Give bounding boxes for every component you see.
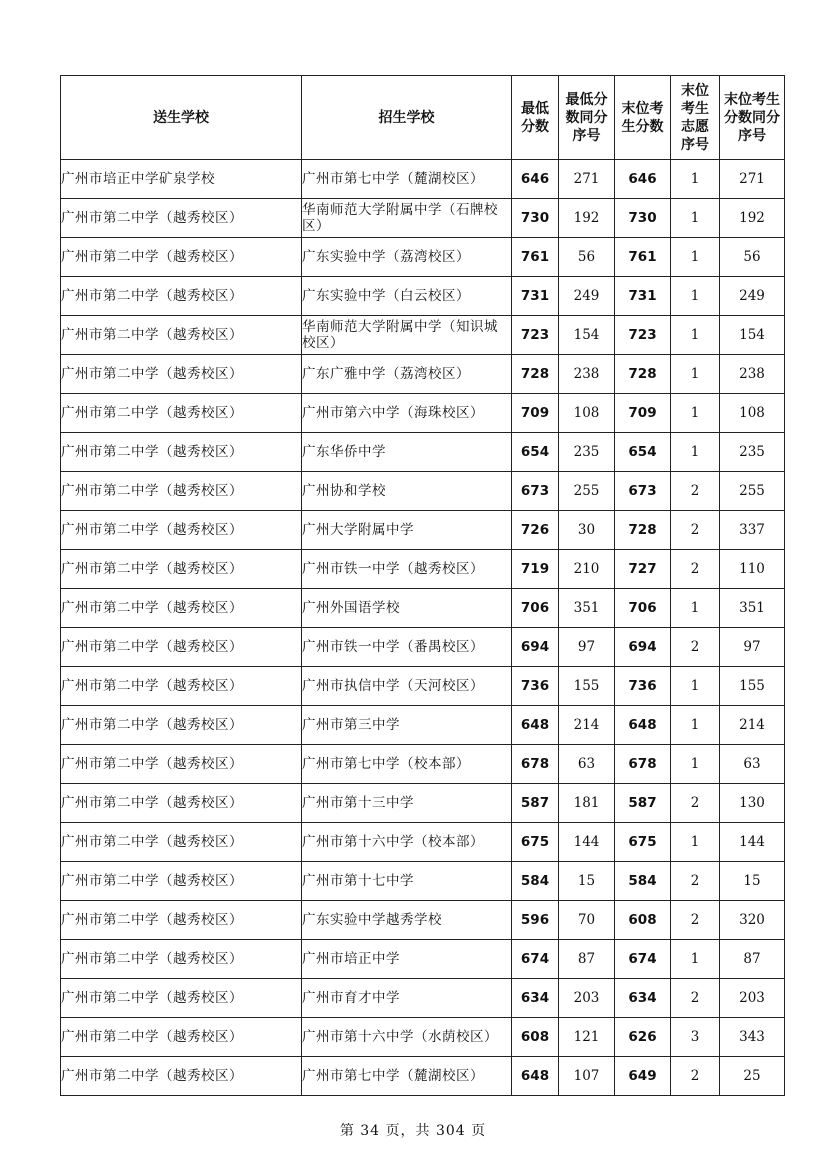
cell-recruit-school: 广州市第七中学（校本部） (302, 745, 512, 784)
cell-last-same-rank: 63 (720, 745, 785, 784)
cell-min-score: 634 (512, 979, 559, 1018)
cell-recruit-school: 广州市第十六中学（水荫校区） (302, 1018, 512, 1057)
cell-choice-rank: 2 (671, 979, 720, 1018)
table-row (61, 589, 785, 628)
cell-min-same-rank: 181 (559, 784, 615, 823)
cell-choice-rank: 1 (671, 199, 720, 238)
cell-recruit-school: 广州市铁一中学（番禺校区） (302, 628, 512, 667)
cell-min-score: 730 (512, 199, 559, 238)
cell-choice-rank: 2 (671, 550, 720, 589)
cell-recruit-school: 广州市育才中学 (302, 979, 512, 1018)
cell-last-score: 587 (615, 784, 671, 823)
cell-min-score: 654 (512, 433, 559, 472)
cell-sender-school: 广州市第二中学（越秀校区） (61, 199, 302, 238)
cell-min-score: 648 (512, 1057, 559, 1096)
cell-sender-school: 广州市第二中学（越秀校区） (61, 784, 302, 823)
table-row (61, 394, 785, 433)
cell-recruit-school: 华南师范大学附属中学（知识城校区） (302, 316, 512, 355)
cell-choice-rank: 2 (671, 1057, 720, 1096)
cell-min-same-rank: 107 (559, 1057, 615, 1096)
cell-min-score: 673 (512, 472, 559, 511)
cell-min-same-rank: 97 (559, 628, 615, 667)
cell-last-score: 648 (615, 706, 671, 745)
cell-last-score: 728 (615, 511, 671, 550)
cell-last-score: 674 (615, 940, 671, 979)
cell-min-same-rank: 56 (559, 238, 615, 277)
cell-min-score: 608 (512, 1018, 559, 1057)
cell-min-same-rank: 87 (559, 940, 615, 979)
cell-recruit-school: 广州市第十七中学 (302, 862, 512, 901)
cell-last-score: 706 (615, 589, 671, 628)
table-row (61, 238, 785, 277)
cell-sender-school: 广州市第二中学（越秀校区） (61, 394, 302, 433)
cell-sender-school: 广州市第二中学（越秀校区） (61, 862, 302, 901)
cell-choice-rank: 2 (671, 472, 720, 511)
header-last-same-rank: 末位考生 分数同分 序号 (720, 76, 785, 160)
cell-sender-school: 广州市第二中学（越秀校区） (61, 355, 302, 394)
cell-sender-school: 广州市第二中学（越秀校区） (61, 316, 302, 355)
table-header-row (61, 76, 785, 160)
cell-sender-school: 广州市第二中学（越秀校区） (61, 940, 302, 979)
cell-last-same-rank: 154 (720, 316, 785, 355)
cell-last-same-rank: 144 (720, 823, 785, 862)
cell-min-same-rank: 238 (559, 355, 615, 394)
cell-choice-rank: 1 (671, 823, 720, 862)
cell-min-score: 723 (512, 316, 559, 355)
cell-sender-school: 广州市第二中学（越秀校区） (61, 1057, 302, 1096)
cell-min-same-rank: 214 (559, 706, 615, 745)
cell-min-score: 678 (512, 745, 559, 784)
cell-last-score: 646 (615, 160, 671, 199)
cell-last-score: 727 (615, 550, 671, 589)
cell-last-score: 634 (615, 979, 671, 1018)
table-row (61, 550, 785, 589)
cell-min-same-rank: 249 (559, 277, 615, 316)
cell-last-score: 728 (615, 355, 671, 394)
table-row (61, 160, 785, 199)
table-row (61, 784, 785, 823)
cell-min-same-rank: 15 (559, 862, 615, 901)
table-row (61, 706, 785, 745)
table-row (61, 901, 785, 940)
cell-min-score: 736 (512, 667, 559, 706)
header-last-choice: 末位 考生 志愿 序号 (671, 76, 720, 160)
cell-choice-rank: 1 (671, 706, 720, 745)
cell-min-score: 584 (512, 862, 559, 901)
cell-last-score: 673 (615, 472, 671, 511)
cell-last-score: 584 (615, 862, 671, 901)
cell-sender-school: 广州市第二中学（越秀校区） (61, 823, 302, 862)
cell-min-score: 694 (512, 628, 559, 667)
cell-last-same-rank: 214 (720, 706, 785, 745)
page-footer: 第 34 页，共 304 页 (339, 1123, 487, 1139)
cell-choice-rank: 3 (671, 1018, 720, 1057)
header-last-score: 末位考 生分数 (615, 76, 671, 160)
cell-min-score: 646 (512, 160, 559, 199)
table-row (61, 667, 785, 706)
cell-sender-school: 广州市第二中学（越秀校区） (61, 550, 302, 589)
cell-last-score: 761 (615, 238, 671, 277)
cell-sender-school: 广州市第二中学（越秀校区） (61, 511, 302, 550)
cell-recruit-school: 广州市第三中学 (302, 706, 512, 745)
cell-min-same-rank: 154 (559, 316, 615, 355)
table-row (61, 199, 785, 238)
cell-last-same-rank: 249 (720, 277, 785, 316)
cell-sender-school: 广州市第二中学（越秀校区） (61, 1018, 302, 1057)
cell-sender-school: 广州市培正中学矿泉学校 (61, 160, 302, 199)
cell-last-score: 694 (615, 628, 671, 667)
cell-last-score: 730 (615, 199, 671, 238)
cell-min-same-rank: 155 (559, 667, 615, 706)
cell-min-same-rank: 30 (559, 511, 615, 550)
cell-min-same-rank: 351 (559, 589, 615, 628)
cell-last-score: 736 (615, 667, 671, 706)
cell-min-score: 587 (512, 784, 559, 823)
table-row (61, 433, 785, 472)
cell-last-same-rank: 343 (720, 1018, 785, 1057)
cell-recruit-school: 广州市第十六中学（校本部） (302, 823, 512, 862)
cell-last-score: 654 (615, 433, 671, 472)
cell-sender-school: 广州市第二中学（越秀校区） (61, 667, 302, 706)
cell-sender-school: 广州市第二中学（越秀校区） (61, 628, 302, 667)
cell-choice-rank: 1 (671, 589, 720, 628)
cell-min-same-rank: 203 (559, 979, 615, 1018)
table-row (61, 940, 785, 979)
table-row (61, 823, 785, 862)
cell-recruit-school: 广东华侨中学 (302, 433, 512, 472)
cell-choice-rank: 1 (671, 238, 720, 277)
cell-min-score: 675 (512, 823, 559, 862)
cell-recruit-school: 广州市培正中学 (302, 940, 512, 979)
cell-choice-rank: 1 (671, 667, 720, 706)
cell-sender-school: 广州市第二中学（越秀校区） (61, 745, 302, 784)
cell-last-same-rank: 97 (720, 628, 785, 667)
cell-sender-school: 广州市第二中学（越秀校区） (61, 472, 302, 511)
cell-last-score: 649 (615, 1057, 671, 1096)
cell-choice-rank: 1 (671, 355, 720, 394)
cell-choice-rank: 1 (671, 433, 720, 472)
header-min-same-rank: 最低分 数同分 序号 (559, 76, 615, 160)
cell-last-score: 626 (615, 1018, 671, 1057)
cell-last-same-rank: 155 (720, 667, 785, 706)
cell-recruit-school: 广东实验中学（白云校区） (302, 277, 512, 316)
cell-last-same-rank: 87 (720, 940, 785, 979)
cell-last-same-rank: 56 (720, 238, 785, 277)
cell-choice-rank: 2 (671, 628, 720, 667)
cell-last-same-rank: 25 (720, 1057, 785, 1096)
cell-recruit-school: 广东广雅中学（荔湾校区） (302, 355, 512, 394)
table-row (61, 1018, 785, 1057)
cell-min-same-rank: 70 (559, 901, 615, 940)
cell-recruit-school: 广州协和学校 (302, 472, 512, 511)
cell-min-score: 709 (512, 394, 559, 433)
cell-min-same-rank: 271 (559, 160, 615, 199)
cell-sender-school: 广州市第二中学（越秀校区） (61, 433, 302, 472)
cell-min-same-rank: 121 (559, 1018, 615, 1057)
table-row (61, 862, 785, 901)
cell-recruit-school: 广东实验中学（荔湾校区） (302, 238, 512, 277)
cell-min-same-rank: 192 (559, 199, 615, 238)
admission-score-table (60, 75, 785, 1096)
cell-choice-rank: 1 (671, 394, 720, 433)
cell-last-same-rank: 192 (720, 199, 785, 238)
cell-min-score: 648 (512, 706, 559, 745)
cell-last-same-rank: 320 (720, 901, 785, 940)
cell-recruit-school: 广州市铁一中学（越秀校区） (302, 550, 512, 589)
cell-recruit-school: 广州市执信中学（天河校区） (302, 667, 512, 706)
cell-sender-school: 广州市第二中学（越秀校区） (61, 979, 302, 1018)
table-row (61, 745, 785, 784)
cell-last-same-rank: 271 (720, 160, 785, 199)
cell-recruit-school: 华南师范大学附属中学（石牌校区） (302, 199, 512, 238)
header-sender-school: 送生学校 (61, 76, 302, 160)
cell-choice-rank: 1 (671, 160, 720, 199)
cell-last-score: 723 (615, 316, 671, 355)
cell-recruit-school: 广州市第十三中学 (302, 784, 512, 823)
cell-recruit-school: 广东实验中学越秀学校 (302, 901, 512, 940)
cell-last-score: 608 (615, 901, 671, 940)
table-row (61, 472, 785, 511)
cell-choice-rank: 2 (671, 862, 720, 901)
cell-sender-school: 广州市第二中学（越秀校区） (61, 706, 302, 745)
cell-choice-rank: 2 (671, 784, 720, 823)
cell-last-same-rank: 255 (720, 472, 785, 511)
cell-choice-rank: 1 (671, 940, 720, 979)
cell-sender-school: 广州市第二中学（越秀校区） (61, 238, 302, 277)
cell-last-same-rank: 203 (720, 979, 785, 1018)
cell-min-score: 719 (512, 550, 559, 589)
cell-last-same-rank: 337 (720, 511, 785, 550)
cell-choice-rank: 2 (671, 511, 720, 550)
cell-choice-rank: 1 (671, 745, 720, 784)
cell-last-same-rank: 351 (720, 589, 785, 628)
cell-choice-rank: 1 (671, 316, 720, 355)
cell-last-score: 675 (615, 823, 671, 862)
cell-last-same-rank: 238 (720, 355, 785, 394)
cell-min-score: 596 (512, 901, 559, 940)
cell-recruit-school: 广州市第七中学（麓湖校区） (302, 160, 512, 199)
cell-choice-rank: 1 (671, 277, 720, 316)
cell-min-score: 726 (512, 511, 559, 550)
cell-min-same-rank: 63 (559, 745, 615, 784)
cell-min-same-rank: 144 (559, 823, 615, 862)
cell-recruit-school: 广州大学附属中学 (302, 511, 512, 550)
cell-recruit-school: 广州外国语学校 (302, 589, 512, 628)
table-row (61, 1057, 785, 1096)
cell-sender-school: 广州市第二中学（越秀校区） (61, 589, 302, 628)
cell-min-score: 706 (512, 589, 559, 628)
cell-min-score: 728 (512, 355, 559, 394)
header-min-score: 最低 分数 (512, 76, 559, 160)
cell-min-same-rank: 108 (559, 394, 615, 433)
table-row (61, 979, 785, 1018)
cell-recruit-school: 广州市第六中学（海珠校区） (302, 394, 512, 433)
cell-min-score: 731 (512, 277, 559, 316)
table-row (61, 277, 785, 316)
cell-last-score: 709 (615, 394, 671, 433)
cell-last-same-rank: 108 (720, 394, 785, 433)
cell-last-same-rank: 110 (720, 550, 785, 589)
cell-last-same-rank: 15 (720, 862, 785, 901)
cell-min-score: 761 (512, 238, 559, 277)
cell-min-same-rank: 255 (559, 472, 615, 511)
table-row (61, 355, 785, 394)
cell-last-score: 678 (615, 745, 671, 784)
cell-last-same-rank: 235 (720, 433, 785, 472)
cell-min-same-rank: 235 (559, 433, 615, 472)
table-row (61, 628, 785, 667)
cell-min-score: 674 (512, 940, 559, 979)
table-row (61, 511, 785, 550)
cell-choice-rank: 2 (671, 901, 720, 940)
cell-min-same-rank: 210 (559, 550, 615, 589)
cell-recruit-school: 广州市第七中学（麓湖校区） (302, 1057, 512, 1096)
table-row (61, 316, 785, 355)
cell-last-same-rank: 130 (720, 784, 785, 823)
cell-sender-school: 广州市第二中学（越秀校区） (61, 901, 302, 940)
cell-sender-school: 广州市第二中学（越秀校区） (61, 277, 302, 316)
header-recruit-school: 招生学校 (302, 76, 512, 160)
cell-last-score: 731 (615, 277, 671, 316)
